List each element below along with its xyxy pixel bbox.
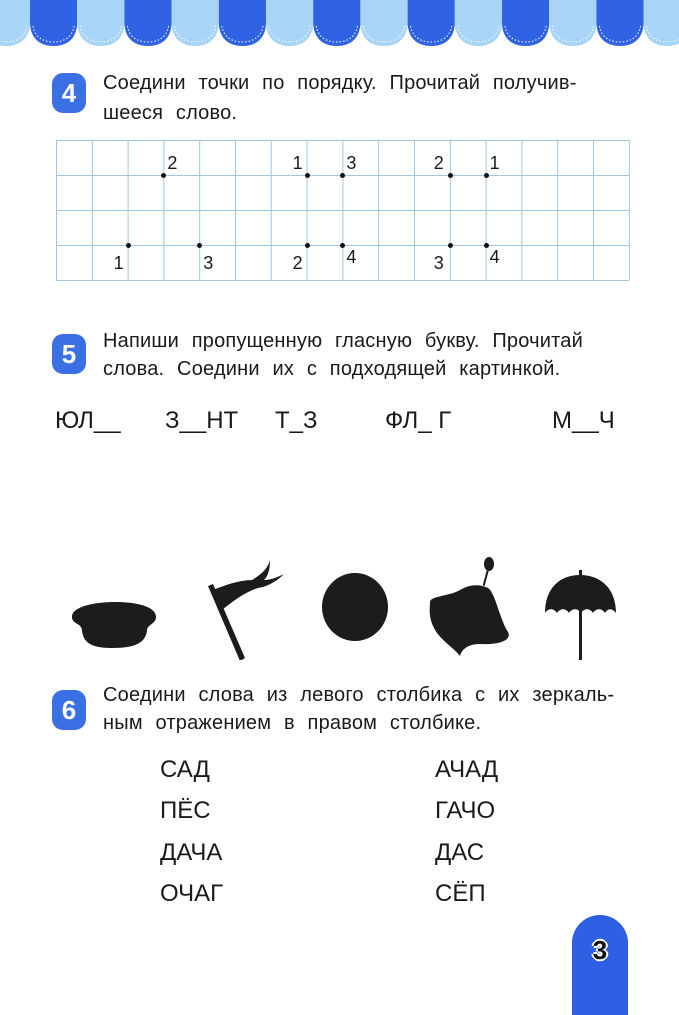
- dot-label: 3: [433, 253, 444, 273]
- task-5-instruction-line2: слова. Соедини их с подходящей картинкой.: [103, 358, 561, 380]
- dot-label: 4: [489, 247, 500, 267]
- task-6-instruction-line1: Соедини слова из левого столбика с их зеркаль-: [103, 684, 615, 706]
- left-word-3: ДАЧА: [160, 839, 223, 866]
- scallop-dark: [596, 0, 643, 46]
- dot-label: 3: [346, 153, 357, 173]
- scallop-light: [172, 0, 219, 46]
- page-number: 3: [592, 935, 608, 965]
- task-6-badge: 6: [52, 690, 86, 730]
- grid-dot[interactable]: [448, 243, 453, 248]
- left-word-1: САД: [160, 756, 210, 783]
- task-4-badge: 4: [52, 73, 86, 113]
- task-6-instruction-line2: ным отражением в правом столбике.: [103, 712, 482, 734]
- scallop-light: [644, 0, 679, 46]
- dot-label: 4: [346, 247, 357, 267]
- grid-dot[interactable]: [448, 173, 453, 178]
- scallop-border: [0, 0, 679, 50]
- grid-dot[interactable]: [305, 173, 310, 178]
- dot-label: 1: [292, 153, 303, 173]
- grid-dot[interactable]: [484, 173, 489, 178]
- word-yula: ЮЛ__: [55, 407, 121, 434]
- dot-label: 2: [433, 153, 444, 173]
- dot-label: 2: [167, 153, 178, 173]
- word-flag: ФЛ_ Г: [385, 407, 452, 434]
- umbrella-icon: [545, 570, 616, 660]
- dot-label: 3: [203, 253, 214, 273]
- right-word-2: ГАЧО: [435, 797, 496, 824]
- dot-label: 1: [113, 253, 124, 273]
- right-word-4: СЁП: [435, 880, 486, 907]
- spinning-top-icon: [430, 557, 509, 656]
- page-number-tab: [572, 915, 628, 1015]
- scallop-dark: [408, 0, 455, 46]
- ball-icon: [322, 573, 388, 641]
- grid-dot[interactable]: [484, 243, 489, 248]
- grid-dot[interactable]: [126, 243, 131, 248]
- scallop-light: [360, 0, 407, 46]
- pictures-row: [0, 550, 679, 660]
- flag-icon: [208, 560, 284, 660]
- word-taz: Т_З: [275, 407, 318, 434]
- task-4-instruction-line2: шееся слово.: [103, 102, 238, 124]
- word-myach: М__Ч: [552, 407, 615, 434]
- scallop-dark: [124, 0, 171, 46]
- scallop-light: [549, 0, 596, 46]
- scallop-dark: [313, 0, 360, 46]
- left-word-4: ОЧАГ: [160, 880, 224, 907]
- task-5-badge: 5: [52, 334, 86, 374]
- task-4-instruction-line1: Соедини точки по порядку. Прочитай получив-: [103, 72, 577, 94]
- right-word-3: ДАС: [435, 839, 485, 866]
- right-word-1: АЧАД: [435, 756, 499, 783]
- scallop-dark: [30, 0, 77, 46]
- task-5-instruction-line1: Напиши пропущенную гласную букву. Прочитай: [103, 330, 583, 352]
- dot-label: 1: [489, 153, 500, 173]
- grid-dot[interactable]: [305, 243, 310, 248]
- word-zont: З__НТ: [165, 407, 239, 434]
- pot-icon: [72, 602, 156, 648]
- scallop-dark: [219, 0, 266, 46]
- dot-label: 2: [292, 253, 303, 273]
- scallop-dark: [502, 0, 549, 46]
- scallop-light: [77, 0, 124, 46]
- scallop-light: [0, 0, 30, 46]
- scallop-light: [455, 0, 502, 46]
- dot-grid: [56, 140, 631, 282]
- left-word-2: ПЁС: [160, 797, 211, 824]
- scallop-light: [266, 0, 313, 46]
